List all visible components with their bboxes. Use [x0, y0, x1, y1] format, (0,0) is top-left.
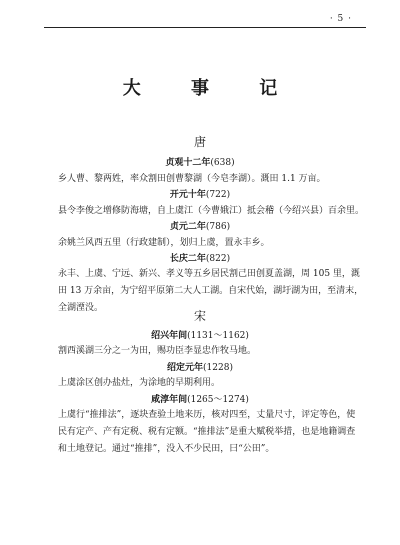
entry-year: (1228) [203, 363, 233, 373]
entry-heading [0, 363, 400, 374]
entry-era: 长庆二年 [169, 254, 206, 264]
entry-heading [0, 331, 400, 342]
entry-text: 余姚兰风西五里（行政建制），划归上虞，置永丰乡。 [58, 238, 270, 248]
entry-text: 割西溪湖三分之一为田，赐功臣李显忠作牧马地。 [58, 346, 257, 356]
entry-heading [0, 395, 400, 406]
entry-era: 绍定元年 [167, 363, 204, 373]
entry-heading [0, 254, 400, 265]
page-number: · 5 · [329, 14, 352, 24]
dynasty-heading-tang: 唐 [193, 135, 206, 149]
entry-heading [0, 222, 400, 233]
dynasty-heading-song: 宋 [193, 309, 206, 323]
entry-year: (822) [205, 254, 231, 264]
page-title: 大 事 记 [122, 78, 300, 99]
entry-text: 上虞行“推排法”，逐块查验土地来历，核对四至，丈量尺寸，评定等色，使民有定产、产有定税、税有定额。“推排法”是重大赋税举措，也是地籍调查和土地登记。通过“推排”，没入不少民田，曰“公田”。 [58, 410, 356, 454]
entry-era: 贞观十二年 [165, 158, 211, 168]
entry-heading [0, 190, 400, 201]
entry-era: 贞元二年 [169, 222, 206, 232]
entry-text: 永丰、上虞、宁远、新兴、孝义等五乡居民割己田创夏盖湖，周 105 里，溉田 13 万余亩，为宁绍平原第二大人工湖。自宋代始，湖圩湖为田，至清末，全湖湮没。 [58, 269, 364, 313]
entry-year: (1265～1274) [187, 395, 249, 405]
header-rule [44, 27, 366, 28]
entry-year: (1131～1162) [187, 331, 249, 341]
entry-era: 开元十年 [169, 190, 206, 200]
entry-era: 绍兴年间 [151, 331, 188, 341]
entry-heading [0, 158, 400, 169]
entry-year: (638) [210, 158, 235, 168]
entry-year: (722) [205, 190, 231, 200]
entry-text: 县令李俊之增修防海塘，自上虞江（今曹娥江）抵会稽（今绍兴县）百余里。 [58, 206, 365, 216]
entry-era: 咸淳年间 [151, 395, 188, 405]
entry-text: 上虞涂区创办盐灶，为涂地的早期利用。 [58, 378, 221, 388]
entry-year: (786) [205, 222, 231, 232]
entry-text: 乡人曹、黎两姓，率众割田创曹黎湖（今皂李湖）。溉田 1.1 万亩。 [58, 174, 326, 184]
